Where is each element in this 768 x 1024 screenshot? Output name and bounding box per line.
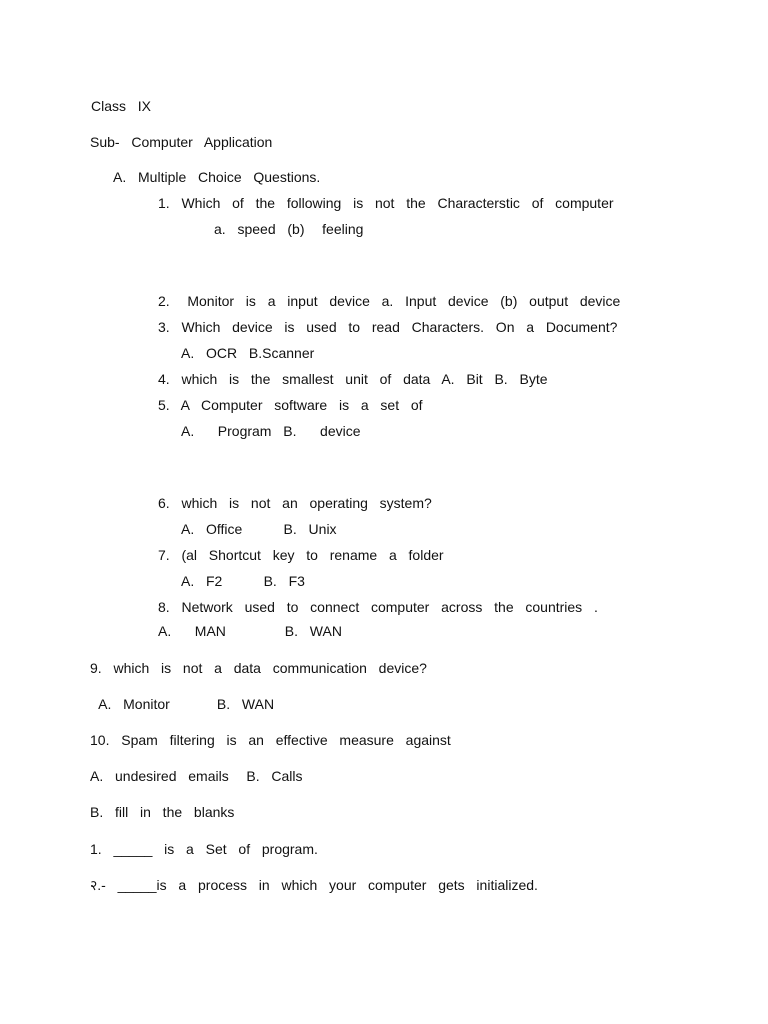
question-1-options: a. speed (b) feeling [214, 221, 364, 237]
question-10-options: A. undesired emails B. Calls [90, 768, 303, 784]
question-3: 3. Which device is used to read Characters. On a Document? [158, 319, 618, 335]
question-4: 4. which is the smallest unit of data A. Bit B. Byte [158, 371, 548, 387]
question-5-options: A. Program B. device [181, 423, 361, 439]
section-a-heading: A. Multiple Choice Questions. [113, 169, 321, 185]
subject-line: Sub- Computer Application [90, 134, 273, 150]
question-7-options: A. F2 B. F3 [181, 573, 305, 589]
question-10: 10. Spam filtering is an effective measure against [90, 732, 451, 748]
question-7: 7. (al Shortcut key to rename a folder [158, 547, 444, 563]
question-5: 5. A Computer software is a set of [158, 397, 423, 413]
question-9: 9. which is not a data communication device? [90, 660, 427, 676]
question-6-options: A. Office B. Unix [181, 521, 337, 537]
blank-2: २.- _____is a process in which your computer gets initialized. [90, 877, 538, 893]
question-6: 6. which is not an operating system? [158, 495, 432, 511]
question-2: 2. Monitor is a input device a. Input device (b) output device [158, 293, 621, 309]
question-8: 8. Network used to connect computer across the countries . [158, 599, 598, 615]
section-b-heading: B. fill in the blanks [90, 804, 235, 820]
question-1: 1. Which of the following is not the Characterstic of computer [158, 195, 614, 211]
question-3-options: A. OCR B.Scanner [181, 345, 315, 361]
question-8-options: A. MAN B. WAN [158, 623, 342, 639]
question-9-options: A. Monitor B. WAN [93, 696, 275, 712]
class-line: Class IX [91, 98, 152, 114]
blank-1: 1. _____ is a Set of program. [90, 841, 318, 857]
